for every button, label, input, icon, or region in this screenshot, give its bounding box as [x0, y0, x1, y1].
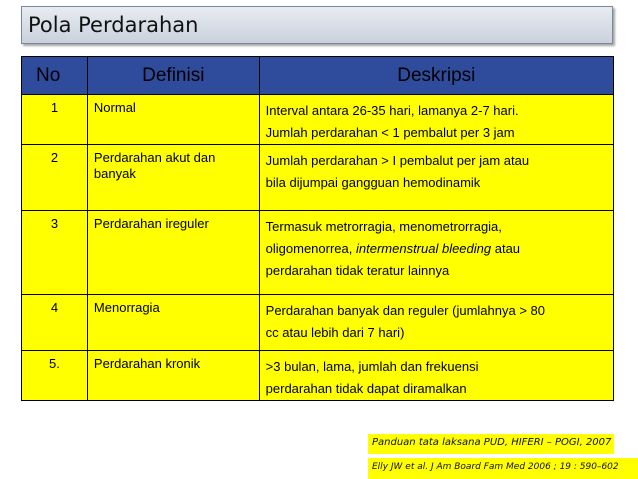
row-number: 4 [22, 295, 88, 351]
row-number: 2 [22, 145, 88, 211]
description-line: Jumlah perdarahan < 1 pembalut per 3 jam [265, 125, 515, 140]
row-description [259, 295, 613, 351]
row-description [259, 95, 613, 145]
row-definition: Perdarahan ireguler [87, 211, 259, 295]
table-header-row [22, 57, 614, 95]
row-description [259, 145, 613, 211]
table-row [22, 351, 614, 401]
bleeding-pattern-table [21, 56, 614, 401]
description-line: perdarahan tidak dapat diramalkan [265, 381, 467, 396]
row-number: 1 [22, 95, 88, 145]
description-line [266, 238, 607, 260]
header-deskripsi: Deskripsi [259, 57, 613, 95]
description-line: Perdarahan banyak dan reguler (jumlahnya > 80 [265, 303, 545, 318]
row-definition: Menorragia [87, 295, 259, 351]
row-description [259, 211, 613, 295]
title-bar [21, 6, 613, 44]
row-description [259, 351, 613, 401]
header-definisi: Definisi [87, 57, 259, 95]
row-number: 3 [22, 211, 88, 295]
description-line: >3 bulan, lama, jumlah dan frekuensi [265, 359, 479, 374]
description-line: bila dijumpai gangguan hemodinamik [265, 175, 481, 190]
description-line: Jumlah perdarahan > I pembalut per jam atau [265, 153, 530, 168]
row-definition: Normal [87, 95, 259, 145]
row-definition: Perdarahan kronik [87, 351, 259, 401]
row-number: 5. [22, 351, 88, 401]
table-row [22, 95, 614, 145]
table-row [22, 145, 614, 211]
page-title: Pola Perdarahan [28, 13, 199, 37]
table-row [22, 211, 614, 295]
row-definition: Perdarahan akut dan banyak [87, 145, 259, 211]
description-text: oligomenorrea, [265, 241, 356, 256]
table-row [22, 295, 614, 351]
description-line: perdarahan tidak teratur lainnya [265, 263, 450, 278]
description-text: atau [491, 241, 521, 256]
description-line: Termasuk metrorragia, menometrorragia, [265, 219, 502, 234]
description-italic-term: intermenstrual bleeding [355, 241, 492, 256]
header-no: No [22, 57, 88, 95]
reference-citation: Elly JW et al. J Am Board Fam Med 2006 ; 19 : 590–602 [368, 458, 638, 479]
reference-citation: Panduan tata laksana PUD, HIFERI – POGI, 2007 [368, 434, 614, 454]
description-line: Interval antara 26-35 hari, lamanya 2-7 hari. [265, 103, 519, 118]
description-line: cc atau lebih dari 7 hari) [265, 325, 405, 340]
